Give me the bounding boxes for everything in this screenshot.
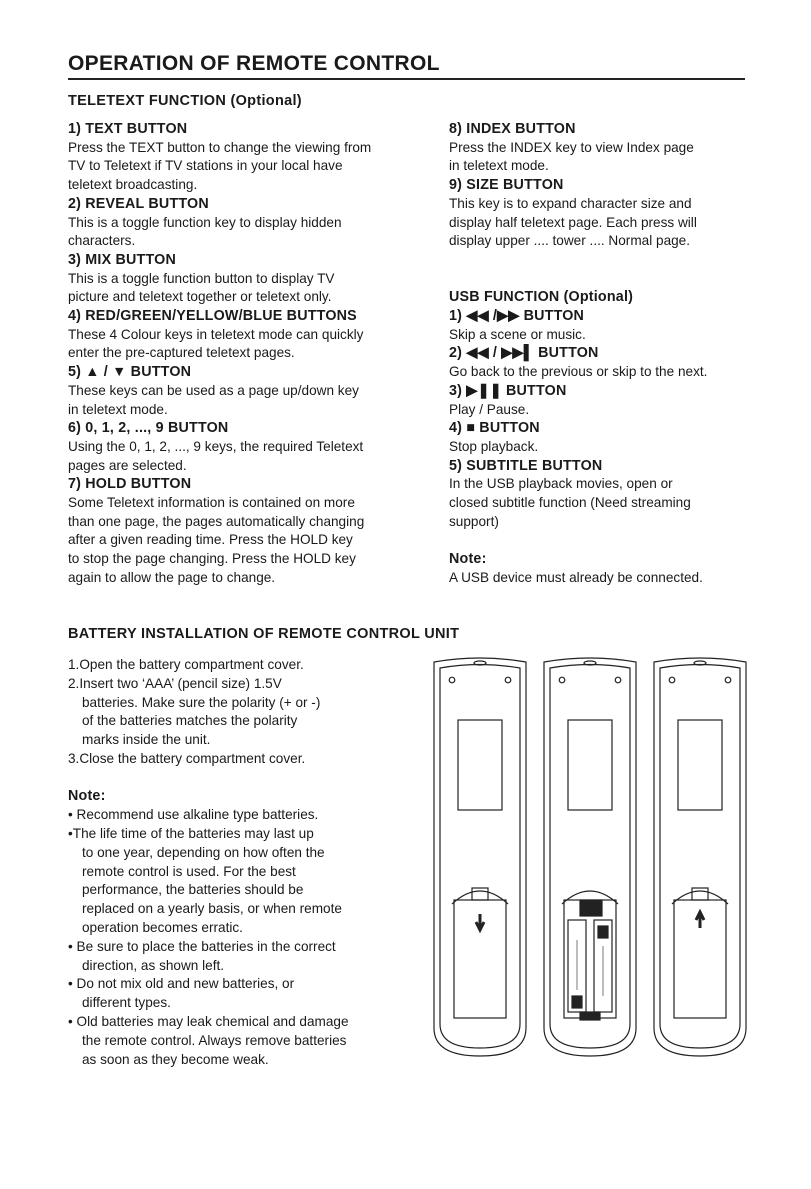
teletext-heading: TELETEXT FUNCTION (Optional) [68,93,302,109]
item-heading: 4) ■ BUTTON [449,420,540,437]
step-line: 2.Insert two ‘AAA’ (pencil size) 1.5V [68,675,282,691]
note-line: the remote control. Always remove batteries [82,1032,347,1048]
item-line: TV to Teletext if TV stations in your local have [68,158,343,174]
step-line: of the batteries matches the polarity [82,713,298,729]
item-heading: 2) ◀◀ / ▶▶▌ BUTTON [449,345,599,362]
item-line: These keys can be used as a page up/down key [68,382,359,398]
remote-batteries-illustration [544,658,636,1056]
item-line: This is a toggle function key to display hidden [68,214,342,230]
note-line: • Old batteries may leak chemical and damage [68,1014,349,1030]
item-line: Some Teletext information is contained on more [68,495,355,511]
step-line: 3.Close the battery compartment cover. [68,750,306,766]
usb-note-heading: Note: [449,551,487,568]
teletext-column-right [449,120,749,588]
item-heading: 9) SIZE BUTTON [449,177,564,194]
usb-heading: USB FUNCTION (Optional) [449,289,634,306]
item-line: enter the pre-captured teletext pages. [68,345,295,361]
note-line: • Recommend use alkaline type batteries. [68,807,319,823]
item-line: teletext broadcasting. [68,177,198,193]
item-line: Skip a scene or music. [449,326,586,342]
item-line: display upper .... tower .... Normal page. [449,233,691,249]
battery-note-heading: Note: [68,788,106,805]
item-line: These 4 Colour keys in teletext mode can quickly [68,326,364,342]
item-line: picture and teletext together or teletext only. [68,289,332,305]
item-line: than one page, the pages automatically changing [68,513,365,529]
battery-installation-illustration [432,656,750,1058]
item-line: closed subtitle function (Need streaming [449,495,691,511]
item-heading: 3) ▶❚❚ BUTTON [449,382,567,399]
item-heading: 1) ◀◀ /▶▶ BUTTON [449,308,585,324]
note-line: direction, as shown left. [82,957,225,973]
note-line: operation becomes erratic. [82,920,243,936]
item-line: to stop the page changing. Press the HOLD key [68,551,356,567]
item-line: Go back to the previous or skip to the next. [449,364,708,380]
item-line: This key is to expand character size and [449,195,692,211]
page-title: OPERATION OF REMOTE CONTROL [68,52,440,75]
note-line: to one year, depending on how often the [82,844,325,860]
item-line: Play / Pause. [449,401,530,417]
item-heading: 8) INDEX BUTTON [449,121,576,137]
item-heading: 7) HOLD BUTTON [68,476,192,493]
step-line: batteries. Make sure the polarity (+ or -) [82,694,321,710]
item-line: This is a toggle function button to display TV [68,270,335,286]
item-line: in teletext mode. [449,158,549,174]
item-heading: 2) REVEAL BUTTON [68,195,209,212]
item-line: again to allow the page to change. [68,569,276,585]
item-line: support) [449,513,499,529]
item-line: in teletext mode. [68,401,168,417]
item-heading: 4) RED/GREEN/YELLOW/BLUE BUTTONS [68,308,357,325]
item-line: after a given reading time. Press the HOLD key [68,532,353,548]
remote-cover-close-illustration [654,658,746,1056]
note-line: • Be sure to place the batteries in the correct [68,938,336,954]
item-heading: 5) SUBTITLE BUTTON [449,457,603,474]
note-line: •The life time of the batteries may last up [68,826,314,842]
step-line: 1.Open the battery compartment cover. [68,657,304,672]
item-heading: 3) MIX BUTTON [68,251,176,268]
item-heading: 5) ▲ / ▼ BUTTON [68,364,192,381]
item-line: Using the 0, 1, 2, ..., 9 keys, the required Teletext [68,438,364,454]
note-line: performance, the batteries should be [82,882,304,898]
teletext-column-left [68,120,418,588]
usb-note-text: A USB device must already be connected. [449,569,703,585]
item-line: Press the TEXT button to change the viewing from [68,139,372,155]
note-line: remote control is used. For the best [82,863,296,879]
item-line: display half teletext page. Each press will [449,214,697,230]
battery-instructions [68,656,398,1069]
item-line: characters. [68,233,136,249]
remote-cover-open-illustration [434,658,526,1056]
note-line: as soon as they become weak. [82,1051,269,1067]
item-heading: 6) 0, 1, 2, ..., 9 BUTTON [68,420,229,437]
item-line: In the USB playback movies, open or [449,476,673,492]
item-line: pages are selected. [68,457,187,473]
item-line: Press the INDEX key to view Index page [449,139,694,155]
item-heading: 1) TEXT BUTTON [68,121,188,137]
battery-heading: BATTERY INSTALLATION OF REMOTE CONTROL UNIT [68,626,460,642]
note-line: • Do not mix old and new batteries, or [68,976,295,992]
note-line: different types. [82,995,171,1011]
title-rule [68,78,745,80]
item-line: Stop playback. [449,438,539,454]
note-line: replaced on a yearly basis, or when remote [82,901,342,917]
step-line: marks inside the unit. [82,732,211,748]
